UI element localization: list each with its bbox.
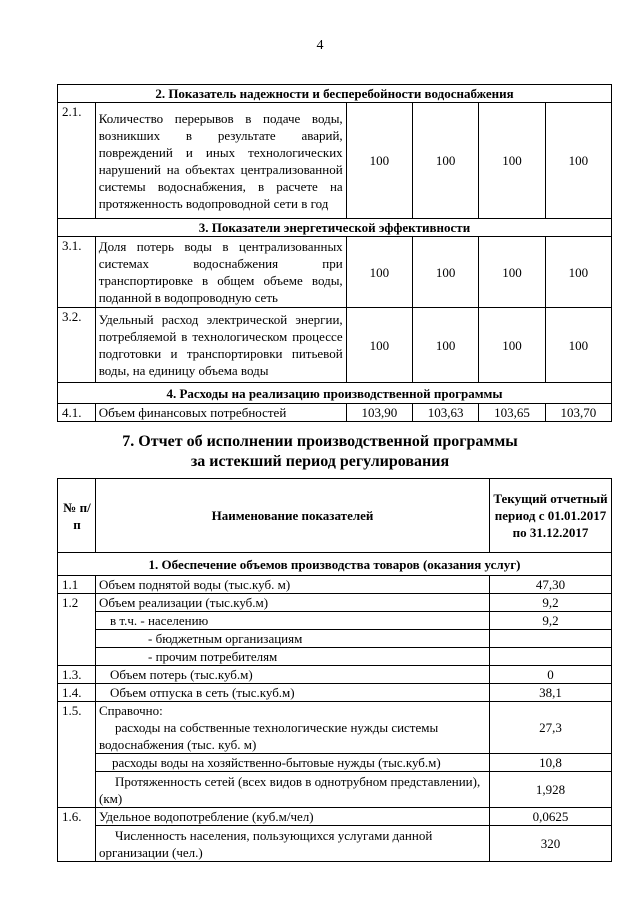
indicator-name: Удельное водопотребление (куб.м/чел) — [96, 808, 490, 826]
indicator-subname: Численность населения, пользующихся услугами данной организации (чел.) — [96, 826, 490, 862]
indicator-value — [490, 648, 612, 666]
row-number: 1.1 — [58, 576, 96, 594]
indicator-subname: в т.ч. - населению — [96, 612, 490, 630]
indicator-subname: Протяженность сетей (всех видов в однотрубном представлении), (км) — [96, 772, 490, 808]
indicator-value: 103,90 — [346, 404, 412, 422]
reliability-indicators-table — [57, 84, 612, 422]
indicator-subname: расходы на собственные технологические нужды системы водоснабжения (тыс. куб. м) — [99, 720, 439, 752]
indicator-name: Доля потерь воды в централизованных системах водоснабжения при транспортировке в общем объеме воды, поданной в водопроводную сеть — [95, 237, 346, 308]
indicator-value: 1,928 — [490, 772, 612, 808]
indicator-subname: - бюджетным организациям — [96, 630, 490, 648]
indicator-value: 100 — [479, 103, 545, 219]
report-heading-line1: 7. Отчет об исполнении производственной программы — [122, 433, 518, 450]
report-heading — [0, 432, 640, 472]
indicator-value: 47,30 — [490, 576, 612, 594]
indicator-name: Удельный расход электрической энергии, потребляемой в технологическом процессе подготовки и транспортировки питьевой воды, на единицу объема воды — [95, 308, 346, 383]
indicator-value: 103,70 — [545, 404, 611, 422]
indicator-value: 100 — [545, 308, 611, 383]
indicator-name: Количество перерывов в подаче воды, возникших в результате аварий, повреждений и иных технологических нарушений на объектах централизованной системы водоснабжения, в расчете на протяженность водопроводной сети в год — [95, 103, 346, 219]
section-title: 4. Расходы на реализацию производственной программы — [58, 383, 612, 404]
indicator-name: Объем отпуска в сеть (тыс.куб.м) — [96, 684, 490, 702]
row-number: 3.2. — [58, 308, 96, 383]
indicator-value: 100 — [479, 308, 545, 383]
indicator-name: Объем потерь (тыс.куб.м) — [96, 666, 490, 684]
indicator-value: 100 — [413, 237, 479, 308]
indicator-value: 9,2 — [490, 612, 612, 630]
indicator-value: 10,8 — [490, 754, 612, 772]
indicator-value: 9,2 — [490, 594, 612, 612]
indicator-subname: - прочим потребителям — [96, 648, 490, 666]
row-number: 1.5. — [58, 702, 96, 808]
indicator-name — [96, 702, 490, 754]
indicator-name: Объем финансовых потребностей — [95, 404, 346, 422]
indicator-value: 100 — [413, 308, 479, 383]
row-number: 2.1. — [58, 103, 96, 219]
row-number: 1.4. — [58, 684, 96, 702]
indicator-value: 0,0625 — [490, 808, 612, 826]
row-number: 3.1. — [58, 237, 96, 308]
header-number: № п/п — [58, 479, 96, 553]
indicator-value: 100 — [545, 103, 611, 219]
indicator-value: 103,63 — [413, 404, 479, 422]
header-indicator-name: Наименование показателей — [96, 479, 490, 553]
row-number: 1.2 — [58, 594, 96, 666]
indicator-value: 320 — [490, 826, 612, 862]
row-number: 1.3. — [58, 666, 96, 684]
indicator-value: 38,1 — [490, 684, 612, 702]
indicator-value: 100 — [346, 237, 412, 308]
indicator-value: 100 — [545, 237, 611, 308]
indicator-value: 100 — [479, 237, 545, 308]
section-title: 2. Показатель надежности и бесперебойности водоснабжения — [58, 85, 612, 103]
indicator-name: Объем реализации (тыс.куб.м) — [96, 594, 490, 612]
indicator-name: Объем поднятой воды (тыс.куб. м) — [96, 576, 490, 594]
indicator-value: 0 — [490, 666, 612, 684]
indicator-value: 100 — [346, 103, 412, 219]
indicator-value: 27,3 — [490, 702, 612, 754]
page-number: 4 — [316, 38, 324, 53]
indicator-value: 100 — [346, 308, 412, 383]
indicator-value — [490, 630, 612, 648]
report-heading-line2: за истекший период регулирования — [190, 453, 450, 470]
indicator-subname: расходы воды на хозяйственно-бытовые нужды (тыс.куб.м) — [96, 754, 490, 772]
row-number: 1.6. — [58, 808, 96, 862]
section-title: 3. Показатели энергетической эффективности — [58, 219, 612, 237]
indicator-value: 103,65 — [479, 404, 545, 422]
row-number: 4.1. — [58, 404, 96, 422]
indicator-value: 100 — [413, 103, 479, 219]
reference-label: Справочно: — [99, 703, 163, 718]
header-period: Текущий отчетный период с 01.01.2017 по 31.12.2017 — [490, 479, 612, 553]
section-title: 1. Обеспечение объемов производства товаров (оказания услуг) — [58, 553, 612, 576]
program-report-table — [57, 478, 612, 862]
